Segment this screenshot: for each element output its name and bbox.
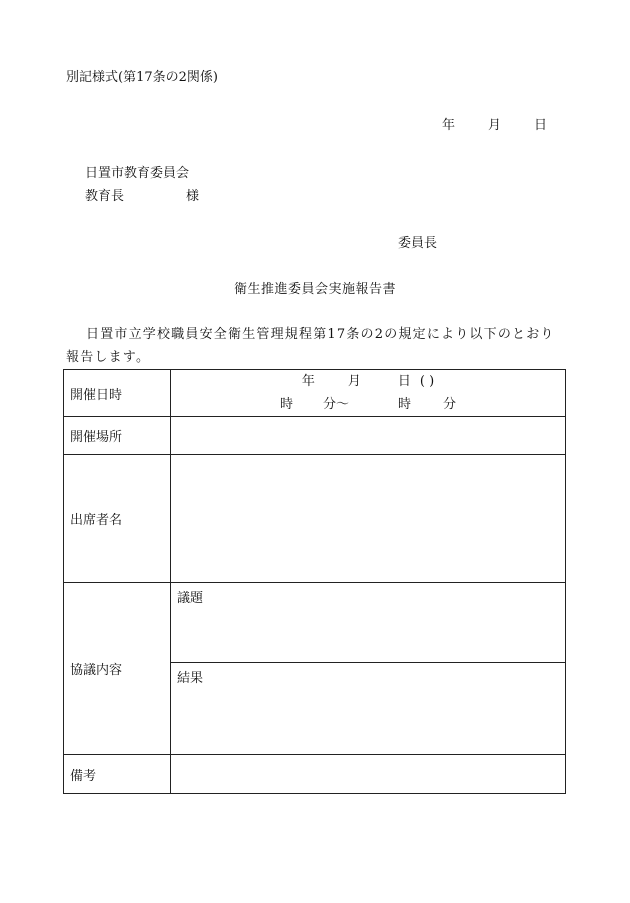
dt-minute-to: 分 — [442, 397, 456, 412]
row-remarks — [64, 755, 566, 794]
intro-paragraph: 日置市立学校職員安全衛生管理規程第17条の2の規定により以下のとおり報告します。 — [66, 327, 555, 365]
dt-minute-from: 分～ — [322, 397, 349, 412]
addressee-title: 教育長 — [85, 189, 125, 204]
result-label: 結果 — [177, 671, 204, 686]
dt-year: 年 — [301, 374, 315, 389]
document-title: 衛生推進委員会実施報告書 — [233, 282, 396, 297]
result-field[interactable] — [171, 663, 566, 755]
row-agenda — [64, 583, 566, 663]
sender-title: 委員長 — [398, 236, 438, 251]
date-month: 月 — [488, 118, 502, 133]
date-year: 年 — [442, 118, 456, 133]
place-field[interactable] — [171, 417, 566, 455]
label-place: 開催場所 — [64, 417, 171, 455]
datetime-date — [171, 370, 565, 393]
row-datetime — [64, 370, 566, 417]
addressee-org: 日置市教育委員会 — [85, 166, 190, 181]
datetime-time — [171, 393, 565, 416]
attendees-field[interactable] — [171, 455, 566, 583]
label-remarks: 備考 — [64, 755, 171, 794]
label-datetime: 開催日時 — [64, 370, 171, 417]
agenda-label: 議題 — [177, 591, 204, 606]
row-place — [64, 417, 566, 455]
form-label: 別記様式(第17条の2関係) — [66, 70, 218, 85]
date-day: 日 — [534, 118, 548, 133]
addressee-honorific: 様 — [186, 189, 200, 204]
label-discussion: 協議内容 — [64, 583, 171, 755]
dt-weekday: ( ) — [419, 374, 435, 389]
dt-hour: 時 — [279, 397, 293, 412]
dt-month: 月 — [347, 374, 361, 389]
dt-hour-to: 時 — [397, 397, 411, 412]
dt-day: 日 — [397, 374, 411, 389]
remarks-field[interactable] — [171, 755, 566, 794]
agenda-field[interactable] — [171, 583, 566, 663]
report-table — [63, 369, 566, 794]
datetime-field[interactable] — [171, 370, 566, 417]
addressee-title-line — [85, 185, 199, 204]
label-attendees: 出席者名 — [64, 455, 171, 583]
submission-date — [442, 114, 547, 133]
row-attendees — [64, 455, 566, 583]
